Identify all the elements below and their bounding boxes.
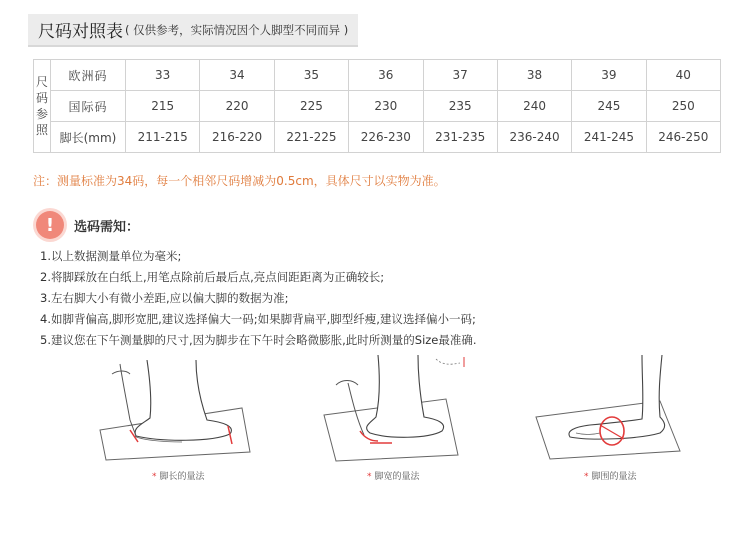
page-title: 尺码对照表 — [38, 22, 123, 42]
list-item: 4.如脚背偏高,脚形宽肥,建议选择偏大一码;如果脚背扁平,脚型纤瘦,建议选择偏小一码; — [40, 312, 476, 326]
table-cell: 250 — [646, 91, 720, 122]
list-item: 5.建议您在下午测量脚的尺寸,因为脚步在下午时会略微膨胀,此时所测量的Size最准确. — [40, 333, 477, 347]
list-item: 2.将脚踩放在白纸上,用笔点除前后最后点,亮点间距距离为正确较长; — [40, 270, 385, 284]
table-cell: 36 — [349, 60, 423, 91]
table-cell: 38 — [497, 60, 571, 91]
row-label: 国际码 — [51, 91, 126, 122]
list-item: 1.以上数据测量单位为毫米; — [40, 249, 182, 263]
caption-text: 脚围的量法 — [591, 472, 637, 482]
foot-width-illustration — [318, 355, 478, 465]
size-group-label: 尺码参照 — [34, 60, 51, 153]
table-cell: 215 — [126, 91, 200, 122]
caption-foot-width — [367, 469, 420, 482]
table-cell: 225 — [274, 91, 348, 122]
table-cell: 226-230 — [349, 122, 423, 153]
measurement-note: 注：测量标准为34码，每一个相邻尺码增减为0.5cm，具体尺寸以实物为准。 — [33, 174, 446, 188]
table-cell: 230 — [349, 91, 423, 122]
table-row — [34, 60, 721, 91]
page-subtitle: ( 仅供参考，实际情况因个人脚型不同而异 ) — [125, 22, 349, 37]
table-cell: 40 — [646, 60, 720, 91]
table-cell: 39 — [572, 60, 646, 91]
table-cell: 235 — [423, 91, 497, 122]
table-cell: 33 — [126, 60, 200, 91]
table-cell: 37 — [423, 60, 497, 91]
table-row — [34, 91, 721, 122]
caption-foot-length — [152, 469, 205, 482]
size-table — [33, 59, 721, 153]
caption-text: 脚宽的量法 — [374, 472, 420, 482]
table-cell: 245 — [572, 91, 646, 122]
table-row — [34, 122, 721, 153]
caption-foot-girth — [584, 469, 637, 482]
tips-title: 选码需知： — [74, 219, 140, 235]
star-icon: * — [584, 472, 589, 482]
star-icon: * — [152, 472, 157, 482]
table-cell: 241-245 — [572, 122, 646, 153]
table-cell: 240 — [497, 91, 571, 122]
row-label: 欧洲码 — [51, 60, 126, 91]
table-cell: 34 — [200, 60, 274, 91]
table-cell: 246-250 — [646, 122, 720, 153]
table-cell: 236-240 — [497, 122, 571, 153]
table-cell: 211-215 — [126, 122, 200, 153]
caption-text: 脚长的量法 — [159, 472, 205, 482]
table-cell: 221-225 — [274, 122, 348, 153]
foot-length-illustration — [92, 360, 262, 465]
table-cell: 231-235 — [423, 122, 497, 153]
tips-list — [40, 246, 477, 351]
row-label: 脚长(mm) — [51, 122, 126, 153]
list-item: 3.左右脚大小有微小差距,应以偏大脚的数据为准; — [40, 291, 289, 305]
table-cell: 35 — [274, 60, 348, 91]
header-bar — [28, 14, 358, 47]
tips-header — [36, 211, 139, 239]
exclamation-icon: ! — [36, 211, 64, 239]
table-cell: 216-220 — [200, 122, 274, 153]
table-cell: 220 — [200, 91, 274, 122]
foot-girth-illustration — [530, 355, 695, 465]
star-icon: * — [367, 472, 372, 482]
